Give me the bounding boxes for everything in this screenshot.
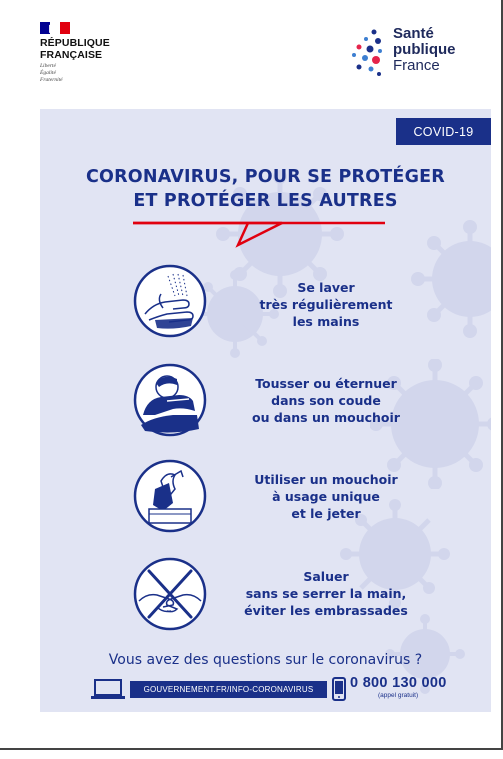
motto-liberte: Liberté	[40, 63, 56, 69]
no-handshake-icon	[133, 557, 207, 631]
tissue-box-icon	[133, 459, 207, 533]
agency-line3: France	[393, 57, 440, 74]
step-handwash-text	[233, 279, 419, 330]
virus-decoration-icon	[410, 219, 491, 339]
step-1-line-2: très régulièrement	[259, 297, 393, 312]
sante-publique-france-logo	[350, 26, 470, 86]
poster-title-line1: CORONAVIRUS, POUR SE PROTÉGER	[86, 167, 445, 187]
step-3-line-2: à usage unique	[272, 489, 380, 504]
agency-line1: Santé	[393, 25, 434, 42]
step-3-line-3: et le jeter	[291, 506, 361, 521]
marianne-flag-icon	[40, 22, 70, 34]
republic-name-line1: RÉPUBLIQUE	[40, 37, 110, 49]
motto-egalite: Égalité	[40, 70, 56, 76]
cough-elbow-icon	[133, 363, 207, 437]
laptop-icon	[91, 678, 125, 700]
dots-logo-icon	[350, 26, 390, 84]
step-2-line-1: Tousser ou éternuer	[255, 376, 397, 391]
step-4-line-3: éviter les embrassades	[244, 603, 408, 618]
republic-name-line2: FRANÇAISE	[40, 49, 103, 61]
speech-bubble-underline-icon	[130, 209, 390, 249]
step-3-line-1: Utiliser un mouchoir	[254, 472, 398, 487]
step-2-line-3: ou dans un mouchoir	[252, 410, 400, 425]
poster	[40, 109, 491, 712]
handwash-icon	[133, 264, 207, 338]
agency-line2: publique	[393, 41, 456, 58]
hotline-note: (appel gratuit)	[378, 692, 419, 699]
hotline-number[interactable]: 0 800 130 000	[350, 675, 447, 691]
step-1-line-1: Se laver	[297, 280, 355, 295]
step-1-line-3: les mains	[292, 314, 360, 329]
step-2-line-2: dans son coude	[271, 393, 381, 408]
agency-name	[393, 26, 456, 74]
phone-icon	[332, 677, 346, 701]
step-cough-text	[233, 375, 419, 426]
covid-19-tag: COVID-19	[396, 118, 491, 145]
step-tissue-text	[233, 471, 419, 522]
step-greeting-text	[233, 568, 419, 619]
poster-title-line2: ET PROTÉGER LES AUTRES	[133, 191, 398, 211]
info-website-link[interactable]: GOUVERNEMENT.FR/INFO-CORONAVIRUS	[130, 681, 327, 698]
questions-heading: Vous avez des questions sur le coronavirus ?	[108, 652, 423, 668]
step-4-line-1: Saluer	[303, 569, 349, 584]
page-bottom-margin	[0, 750, 503, 759]
step-4-line-2: sans se serrer la main,	[245, 586, 407, 601]
motto-fraternite: Fraternité	[40, 77, 63, 83]
